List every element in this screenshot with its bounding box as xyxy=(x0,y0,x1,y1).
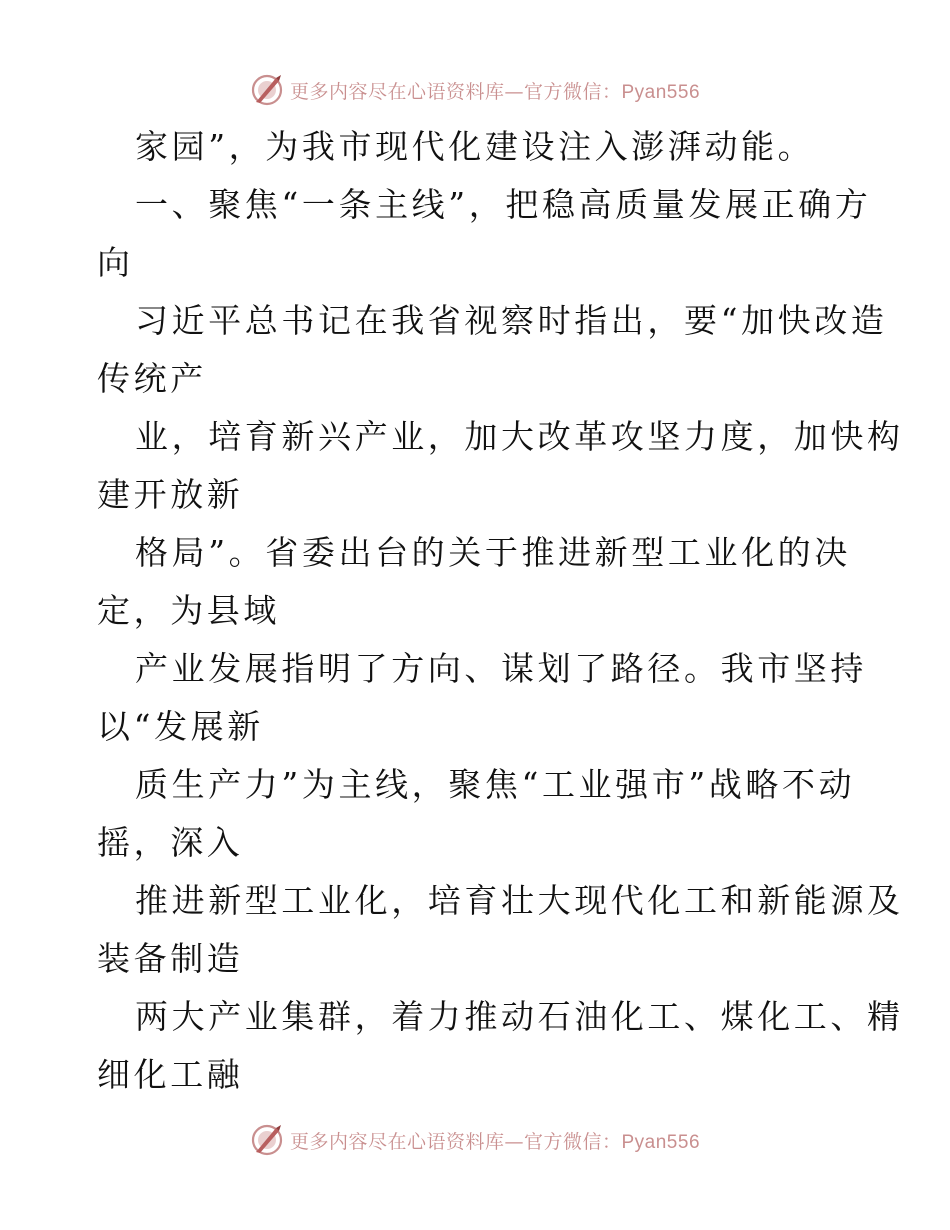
quill-pen-seal-icon xyxy=(250,73,284,107)
quill-pen-seal-icon xyxy=(250,1123,284,1157)
text-line: 建开放新 xyxy=(97,475,244,514)
text-line: 质生产力”为主线，聚焦“工业强市”战略不动 xyxy=(135,765,856,804)
wechat-id: Pyan556 xyxy=(621,81,701,103)
text-line: 装备制造 xyxy=(97,939,244,978)
text-line: 向 xyxy=(97,243,134,282)
wechat-id: Pyan556 xyxy=(621,1131,701,1153)
text-line: 家园”，为我市现代化建设注入澎湃动能。 xyxy=(135,127,815,166)
text-line: 细化工融 xyxy=(97,1055,244,1094)
text-line: 一、聚焦“一条主线”，把稳高质量发展正确方 xyxy=(135,185,872,224)
text-line: 传统产 xyxy=(97,359,207,398)
watermark-text xyxy=(290,77,700,104)
watermark-label: 更多内容尽在心语资料库—官方微信： xyxy=(289,1130,622,1153)
text-line: 产业发展指明了方向、谋划了路径。我市坚持 xyxy=(135,649,867,688)
text-line: 摇，深入 xyxy=(97,823,244,862)
text-line: 两大产业集群，着力推动石油化工、煤化工、精 xyxy=(135,997,904,1036)
watermark-text xyxy=(290,1127,700,1154)
watermark-label: 更多内容尽在心语资料库—官方微信： xyxy=(289,80,622,103)
text-line: 习近平总书记在我省视察时指出，要“加快改造 xyxy=(135,301,888,340)
text-line: 推进新型工业化，培育壮大现代化工和新能源及 xyxy=(135,881,904,920)
text-line: 定，为县域 xyxy=(97,591,280,630)
text-line: 业，培育新兴产业，加大改革攻坚力度，加快构 xyxy=(135,417,904,456)
text-line: 格局”。省委出台的关于推进新型工业化的决 xyxy=(135,533,851,572)
text-line: 以“发展新 xyxy=(97,707,264,746)
header-watermark-banner xyxy=(0,70,950,110)
footer-watermark-banner xyxy=(0,1120,950,1160)
